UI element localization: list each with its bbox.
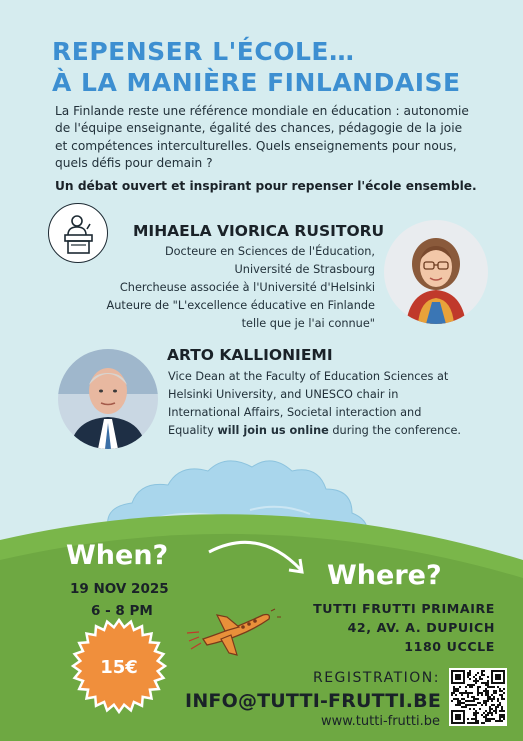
speaker1-bio-line: Chercheuse associée à l'Université d'Helsinki: [119, 281, 375, 294]
event-time: 6 - 8 PM: [91, 603, 153, 619]
where-heading: Where?: [327, 560, 442, 591]
venue-name: TUTTI FRUTTI PRIMAIRE: [313, 601, 495, 616]
speaker1-bio-line: Auteure de "L'excellence éducative en Finlande: [106, 299, 375, 312]
title-line-2: À LA MANIÈRE FINLANDAISE: [52, 68, 461, 97]
registration-email[interactable]: INFO@TUTTI-FRUTTI.BE: [185, 690, 441, 712]
speaker1-bio-line: telle que je l'ai connue": [241, 317, 375, 330]
curved-arrow-icon: [205, 530, 315, 580]
registration-website[interactable]: www.tutti-frutti.be: [320, 714, 440, 729]
speaker2-bio-line: International Affairs, Societal interaction and: [168, 406, 422, 419]
airplane-icon: [185, 603, 285, 663]
venue-city: 1180 UCCLE: [404, 639, 495, 654]
speaker2-bio-online: will join us online: [217, 424, 329, 437]
speaker2-bio: [168, 368, 488, 440]
intro-text: La Finlande reste une référence mondiale en éducation : autonomie de l'équipe enseignante, égalité des chances, pédagogie de la joie et compétences interculturelles. Quels enseignements pour nous, quels défis pour demain ?: [55, 104, 469, 171]
price-label: 15€: [100, 657, 138, 678]
event-date: 19 NOV 2025: [70, 581, 169, 597]
title-line-1: REPENSER L'ÉCOLE…: [52, 37, 355, 66]
when-heading: When?: [66, 540, 169, 571]
speaker1-name: MIHAELA VIORICA RUSITORU: [133, 222, 385, 240]
speaker1-photo: [384, 220, 488, 324]
speaker1-bio-line: Université de Strasbourg: [234, 263, 375, 276]
speaker1-bio-line: Docteure en Sciences de l'Éducation,: [164, 245, 375, 258]
intro-highlight: Un débat ouvert et inspirant pour repenser l'école ensemble.: [55, 179, 477, 193]
speaker2-bio-text: during the conference.: [328, 424, 462, 437]
speaker1-bio: [75, 243, 375, 333]
qr-code-icon[interactable]: [449, 668, 507, 726]
speaker2-bio-text: Equality: [168, 424, 218, 437]
speaker2-name: ARTO KALLIONIEMI: [167, 346, 333, 364]
speaker2-bio-line: Vice Dean at the Faculty of Education Sciences at: [168, 370, 449, 383]
speaker2-bio-line: Helsinki University, and UNESCO chair in: [168, 388, 399, 401]
registration-label: REGISTRATION:: [312, 670, 440, 686]
speaker2-bio-line: [168, 422, 488, 440]
poster-title: [52, 36, 512, 98]
speaker2-photo: [58, 349, 158, 449]
venue-street: 42, AV. A. DUPUICH: [347, 620, 495, 635]
